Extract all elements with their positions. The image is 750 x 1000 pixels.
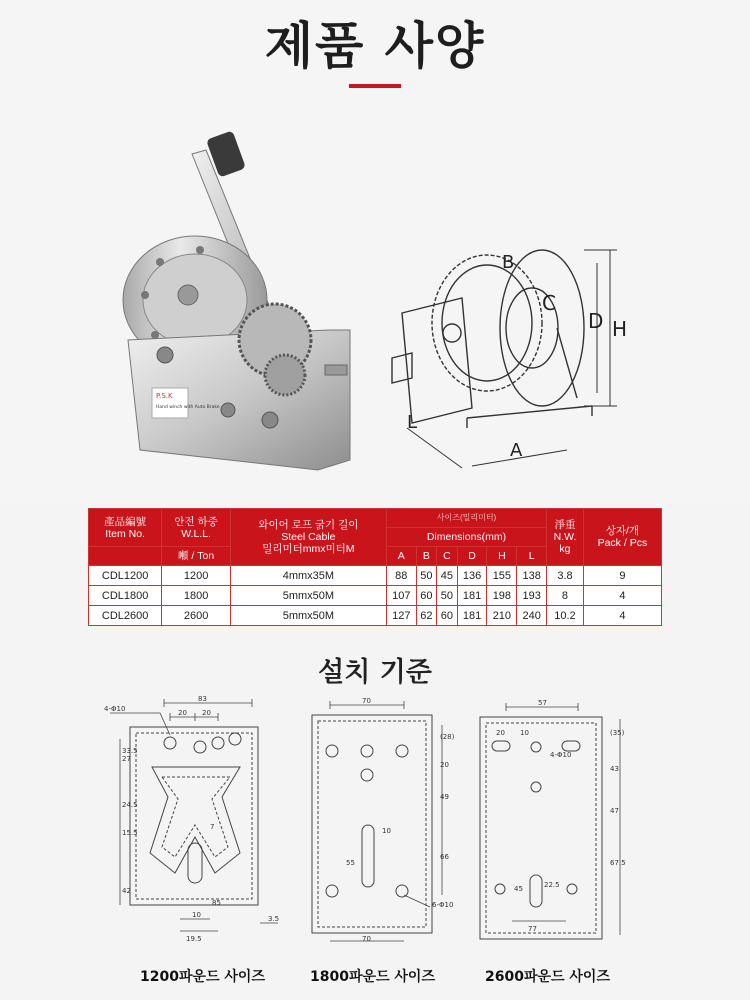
cell-wll: 1800 — [162, 586, 231, 606]
d1-27: 27 — [122, 755, 131, 763]
d1-335: 33.5 — [122, 747, 138, 755]
label-a: A — [510, 440, 523, 461]
cell-wll: 2600 — [162, 606, 231, 626]
d2-holes: 6-Φ10 — [432, 901, 454, 909]
cell-c: 45 — [437, 566, 457, 586]
cell-cable: 5mmx50M — [230, 586, 386, 606]
label-d: D — [588, 309, 604, 333]
cell-l: 138 — [517, 566, 547, 586]
d1-hs1: 20 — [178, 709, 187, 717]
table-row — [89, 566, 662, 586]
d1-10: 10 — [192, 911, 201, 919]
header-dim-l: L — [517, 547, 547, 566]
header-dim-b: B — [416, 547, 436, 566]
caption-1200: 1200파운드 사이즈 — [140, 969, 265, 985]
winch-line-drawing — [372, 228, 642, 478]
photo-label: Hand winch with Auto Brake — [156, 405, 220, 410]
cell-c: 50 — [437, 586, 457, 606]
header-pack: 상자/개 Pack / Pcs — [583, 509, 661, 566]
header-cable: 와이어 로프 굵기 길이 Steel Cable 밀리미터mmx미터M — [230, 509, 386, 566]
cell-a: 107 — [386, 586, 416, 606]
cell-d: 181 — [457, 586, 487, 606]
cell-c: 60 — [437, 606, 457, 626]
cell-a: 127 — [386, 606, 416, 626]
d3-47: 47 — [610, 807, 619, 815]
label-c: C — [542, 291, 556, 315]
d2-top: 70 — [362, 697, 371, 705]
d1-155: 15.5 — [122, 829, 138, 837]
d3-10: 10 — [520, 729, 529, 737]
d1-35: 3.5 — [268, 915, 280, 923]
cell-cable: 5mmx50M — [230, 606, 386, 626]
d1-42: 42 — [122, 887, 131, 895]
diagram-1800 — [292, 695, 462, 953]
cell-wll: 1200 — [162, 566, 231, 586]
winch-photo — [100, 130, 370, 480]
cell-d: 181 — [457, 606, 487, 626]
cell-b: 50 — [416, 566, 436, 586]
diagram-1200 — [100, 695, 285, 953]
d1-holes: 4-Φ10 — [104, 705, 126, 713]
spec-table — [88, 508, 662, 626]
d3-225: 22.5 — [544, 881, 560, 889]
header-wll: 안전 하중 W.L.L. — [162, 509, 231, 547]
table-row — [89, 586, 662, 606]
diagram-2600 — [470, 695, 645, 953]
header-dim-d: D — [457, 547, 487, 566]
d3-35: (35) — [610, 729, 625, 737]
cell-d: 136 — [457, 566, 487, 586]
cell-b: 60 — [416, 586, 436, 606]
cell-h: 198 — [487, 586, 517, 606]
label-h: H — [612, 317, 628, 341]
cell-item: CDL2600 — [89, 606, 162, 626]
d3-675: 67.5 — [610, 859, 626, 867]
cell-nw: 3.8 — [547, 566, 584, 586]
cell-l: 193 — [517, 586, 547, 606]
cell-nw: 10.2 — [547, 606, 584, 626]
d1-195: 19.5 — [186, 935, 202, 943]
cell-nw: 8 — [547, 586, 584, 606]
d3-holes: 4-Φ10 — [550, 751, 572, 759]
cell-pack: 9 — [583, 566, 661, 586]
cell-h: 210 — [487, 606, 517, 626]
d1-245: 24.5 — [122, 801, 138, 809]
header-dim-a: A — [386, 547, 416, 566]
d3-20: 20 — [496, 729, 505, 737]
caption-1800: 1800파운드 사이즈 — [310, 969, 435, 985]
d2-bottom: 70 — [362, 935, 371, 943]
d1-hs2: 20 — [202, 709, 211, 717]
header-wll-unit: 噸 / Ton — [162, 547, 231, 566]
d2-20: 20 — [440, 761, 449, 769]
title-underline — [349, 84, 401, 88]
d3-43: 43 — [610, 765, 619, 773]
cell-pack: 4 — [583, 586, 661, 606]
install-title: 설치 기준 — [318, 657, 432, 688]
d1-width: 83 — [198, 695, 207, 703]
d2-49: 49 — [440, 793, 449, 801]
cell-pack: 4 — [583, 606, 661, 626]
cell-item: CDL1800 — [89, 586, 162, 606]
d2-55: 55 — [346, 859, 355, 867]
d1-85: 85 — [212, 899, 221, 907]
header-dim-ko: 사이즈(밀리미터) — [386, 509, 546, 528]
cell-h: 155 — [487, 566, 517, 586]
header-item-blank — [89, 547, 162, 566]
d2-28: (28) — [440, 733, 455, 741]
table-row — [89, 606, 662, 626]
d3-45: 45 — [514, 885, 523, 893]
d3-77: 77 — [528, 925, 537, 933]
label-l: L — [407, 412, 418, 433]
header-dim-h: H — [487, 547, 517, 566]
header-nw: 淨重 N.W. kg — [547, 509, 584, 566]
photo-badge: P.S.K — [156, 392, 173, 400]
header-dim-en: Dimensions(mm) — [386, 528, 546, 547]
cell-l: 240 — [517, 606, 547, 626]
header-dim-c: C — [437, 547, 457, 566]
cell-a: 88 — [386, 566, 416, 586]
page-title: 제품 사양 — [264, 17, 486, 75]
d1-7: 7 — [210, 823, 215, 831]
d3-top: 57 — [538, 699, 547, 707]
cell-cable: 4mmx35M — [230, 566, 386, 586]
d2-66: 66 — [440, 853, 449, 861]
cell-item: CDL1200 — [89, 566, 162, 586]
header-item: 產品編號 Item No. — [89, 509, 162, 547]
label-b: B — [502, 252, 515, 273]
cell-b: 62 — [416, 606, 436, 626]
caption-2600: 2600파운드 사이즈 — [485, 969, 610, 985]
d2-10: 10 — [382, 827, 391, 835]
